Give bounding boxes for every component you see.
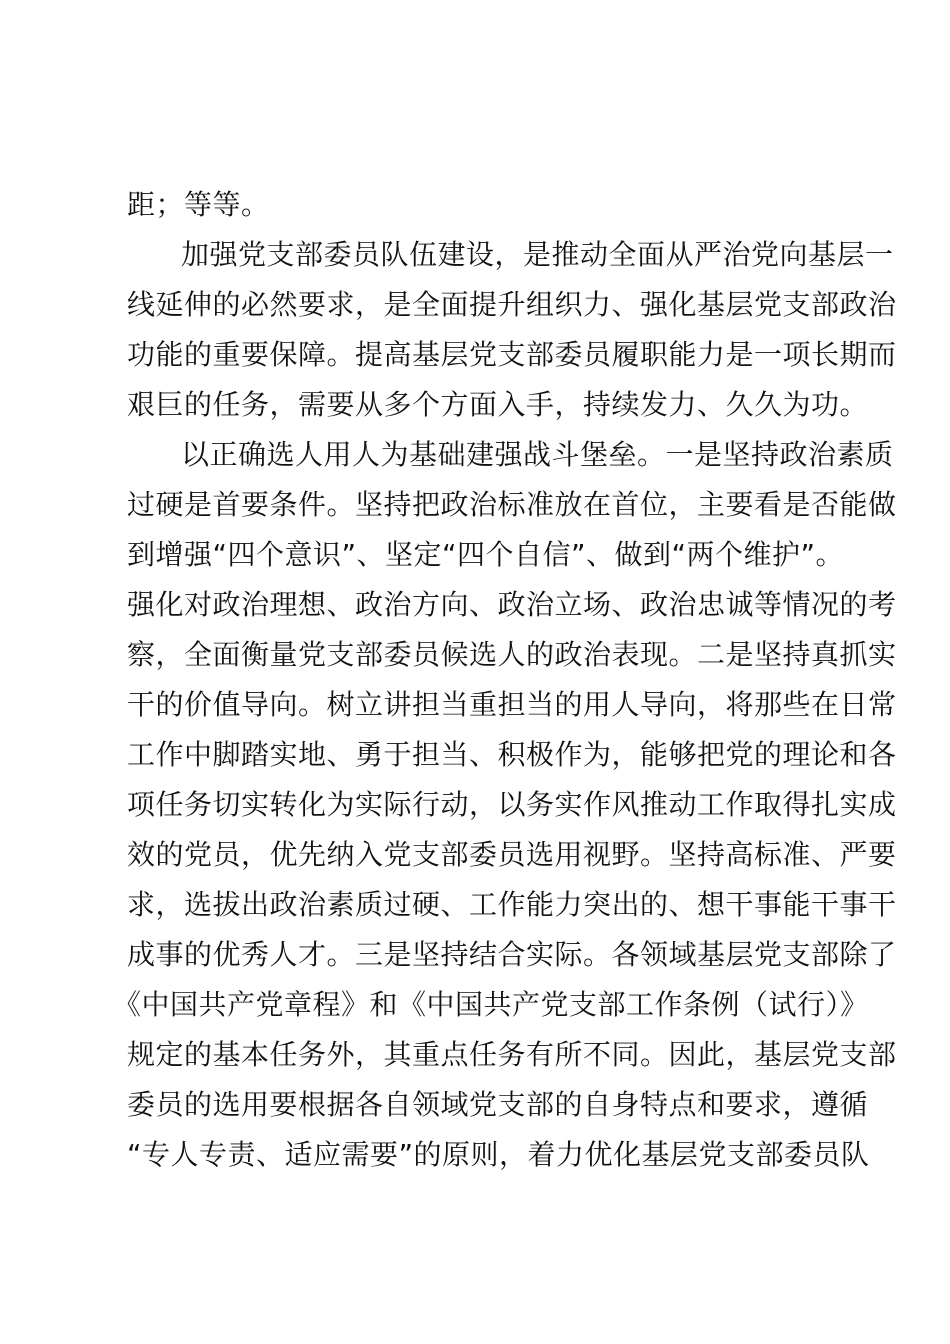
text-line: 过硬是首要条件。坚持把政治标准放在首位，主要看是否能做 [127, 488, 897, 521]
text-line: 距；等等。 [127, 188, 270, 221]
text-line: 成事的优秀人才。三是坚持结合实际。各领域基层党支部除了 [127, 938, 897, 971]
text-line: “专人专责、适应需要”的原则，着力优化基层党支部委员队 [127, 1138, 870, 1171]
text-line: 线延伸的必然要求，是全面提升组织力、强化基层党支部政治 [127, 288, 897, 321]
text-line: 项任务切实转化为实际行动，以务实作风推动工作取得扎实成 [127, 788, 897, 821]
text-line: 到增强“四个意识”、坚定“四个自信”、做到“两个维护”。 [127, 538, 845, 571]
text-line: 求，选拔出政治素质过硬、工作能力突出的、想干事能干事干 [127, 888, 897, 921]
text-line: 功能的重要保障。提高基层党支部委员履职能力是一项长期而 [127, 338, 897, 371]
text-line: 《中国共产党章程》和《中国共产党支部工作条例（试行）》 [113, 988, 869, 1021]
body-text [113, 180, 897, 1180]
text-line: 察，全面衡量党支部委员候选人的政治表现。二是坚持真抓实 [127, 638, 897, 671]
text-line: 委员的选用要根据各自领域党支部的自身特点和要求，遵循 [127, 1088, 869, 1121]
text-line: 艰巨的任务，需要从多个方面入手，持续发力、久久为功。 [127, 388, 869, 421]
text-line: 干的价值导向。树立讲担当重担当的用人导向，将那些在日常 [127, 688, 897, 721]
text-line: 效的党员，优先纳入党支部委员选用视野。坚持高标准、严要 [127, 838, 897, 871]
text-line: 规定的基本任务外，其重点任务有所不同。因此，基层党支部 [127, 1038, 897, 1071]
paragraph-first-line: 加强党支部委员队伍建设，是推动全面从严治党向基层一 [181, 238, 894, 271]
text-line: 强化对政治理想、政治方向、政治立场、政治忠诚等情况的考 [127, 588, 897, 621]
paragraph-first-line: 以正确选人用人为基础建强战斗堡垒。一是坚持政治素质 [181, 438, 894, 471]
text-line: 工作中脚踏实地、勇于担当、积极作为，能够把党的理论和各 [127, 738, 897, 771]
